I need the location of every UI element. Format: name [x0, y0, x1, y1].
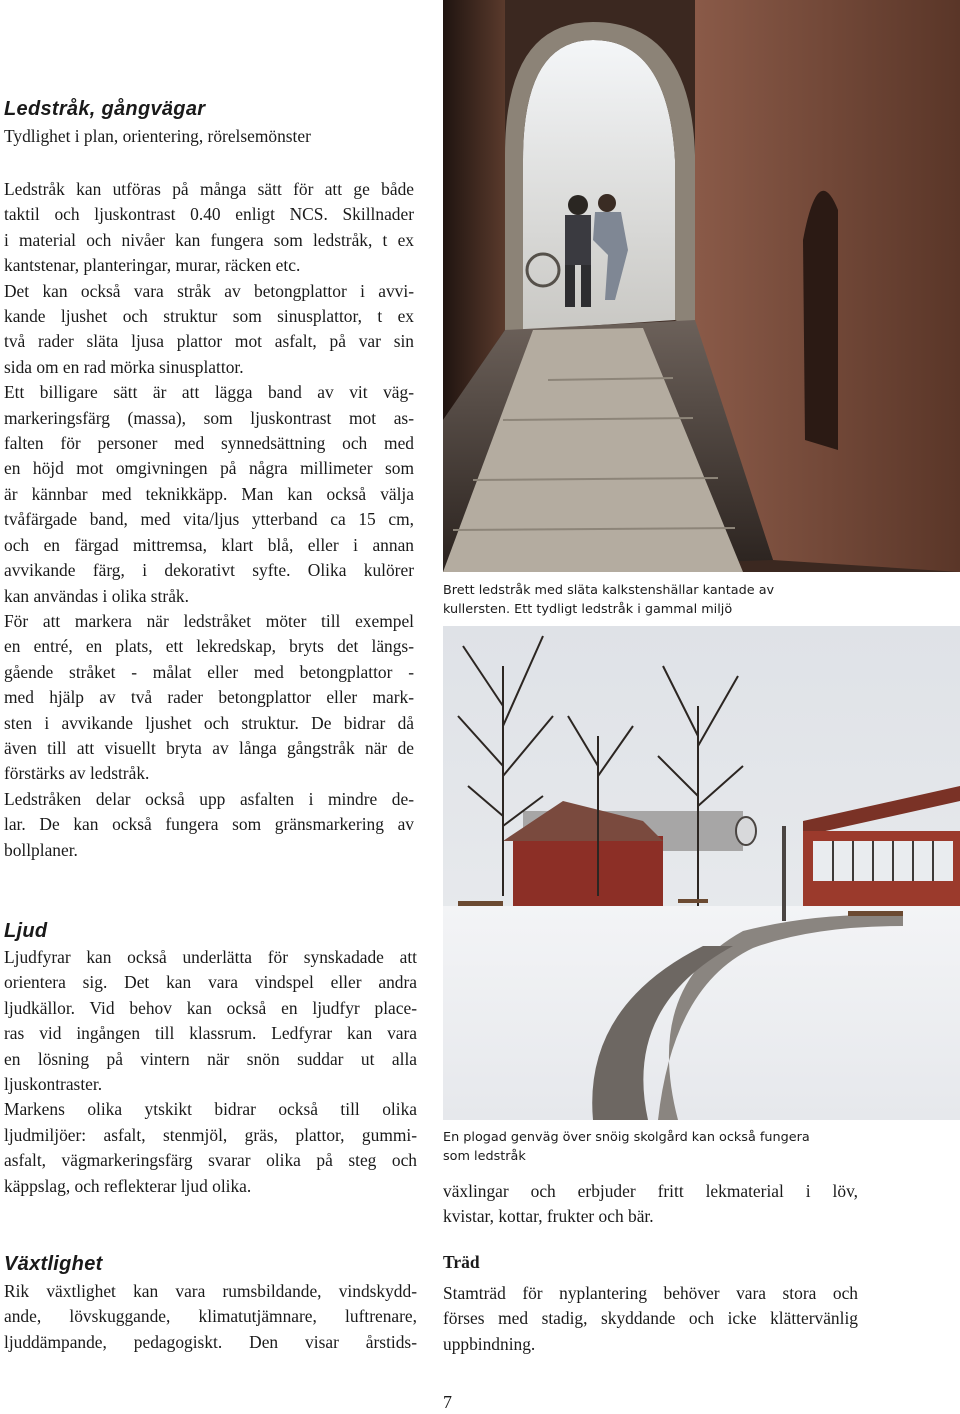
caption-line: kullersten. Ett tydligt ledstråk i gammal miljö — [443, 602, 733, 617]
text-line: ras vid ingången till klassrum. Ledfyrar kan vara — [4, 1023, 417, 1044]
text-line: gående stråket - målat eller med betongplattor - — [4, 661, 414, 682]
text-line: Markens olika ytskikt bidrar också till olika — [4, 1099, 417, 1120]
text-line: asfalt, vägmarkeringsfärg svarar olika på steg och — [4, 1150, 417, 1171]
heading-trad: Träd — [443, 1252, 480, 1272]
caption-line: En plogad genväg över snöig skolgård kan också fungera — [443, 1130, 810, 1145]
text-line: falten för personer med synnedsättning och med — [4, 433, 414, 454]
text-line: Rik växtlighet kan vara rumsbildande, vindskydd- — [4, 1281, 417, 1301]
archway-photo — [443, 0, 960, 572]
text-line: sida om en rad mörka sinusplattor. — [4, 356, 244, 377]
text-line: ljudmiljöer: asfalt, stenmjöl, gräs, plattor, gummi- — [4, 1124, 417, 1145]
text-line: växlingar och erbjuder fritt lekmaterial i löv, — [443, 1181, 858, 1201]
text-line: Ledstråken delar också upp asfalten i mindre de- — [4, 788, 414, 809]
ledstrak-paragraph-1 — [4, 177, 414, 279]
text-line: ande, lövskuggande, klimatutjämnare, luftrenare, — [4, 1306, 417, 1327]
ledstrak-paragraph-3 — [4, 380, 414, 609]
text-line: kande ljushet och struktur som sinusplattor, t ex — [4, 306, 414, 327]
subheading-ledstrak: Tydlighet i plan, orientering, rörelsemönster — [4, 126, 311, 146]
ljud-paragraph-1 — [4, 945, 417, 1097]
heading-vaxtlighet: Växtlighet — [4, 1253, 103, 1275]
text-line: en entré, en plats, ett lekredskap, bryts det längs- — [4, 636, 414, 657]
text-line: käppslag, och reflekterar ljud olika. — [4, 1175, 252, 1196]
page-number: 7 — [443, 1392, 452, 1412]
text-line: Ett billigare sätt är att lägga band av vit väg- — [4, 382, 414, 403]
text-line: ljuddämpande, pedagogiskt. Den visar årstids- — [4, 1331, 417, 1352]
text-line: För att markera när ledstråket möter till exempel — [4, 610, 414, 631]
ledstrak-paragraph-4 — [4, 609, 414, 787]
vaxtlighet-continuation — [443, 1179, 858, 1230]
heading-ledstrak: Ledstråk, gångvägar — [4, 98, 206, 120]
text-line: Det kan också vara stråk av betongplattor i avvi- — [4, 280, 414, 301]
text-line: ljuskontraster. — [4, 1074, 103, 1095]
vaxtlighet-body — [4, 1279, 417, 1355]
text-line: en lösning på vintern när snön suddar ut alla — [4, 1048, 417, 1069]
caption-line: Brett ledstråk med släta kalkstenshällar kantade av — [443, 583, 775, 598]
schoolyard-caption — [443, 1128, 960, 1166]
text-line: bollplaner. — [4, 839, 78, 860]
text-line: två rader släta ljusa plattor mot asfalt, på var sin — [4, 331, 414, 352]
text-line: en höjd mot omgivningen på några millimeter som — [4, 458, 414, 479]
text-line: kantstenar, planteringar, murar, räcken etc. — [4, 255, 301, 276]
text-line: även till att visuellt bryta av långa gångstråk när de — [4, 737, 414, 758]
text-line: Ljudfyrar kan också underlätta för synskadade att — [4, 947, 417, 967]
text-line: sten i avvikande ljushet och struktur. De bidrar då — [4, 712, 414, 733]
text-line: i material och nivåer kan fungera som ledstråk, t ex — [4, 229, 414, 250]
text-line: tvåfärgade band, med vita/ljus ytterband ca 15 cm, — [4, 509, 414, 530]
ljud-paragraph-2 — [4, 1097, 417, 1199]
ledstrak-paragraph-2 — [4, 279, 414, 381]
text-line: orientera sig. Det kan vara vindspel eller andra — [4, 972, 417, 993]
heading-ljud: Ljud — [4, 920, 48, 942]
text-line: med hjälp av två rader betongplattor eller mark- — [4, 687, 414, 708]
schoolyard-photo — [443, 626, 960, 1120]
caption-line: som ledstråk — [443, 1149, 526, 1164]
ledstrak-body — [4, 177, 414, 863]
text-line: och en färgad mittremsa, klart blå, eller i annan — [4, 534, 414, 555]
text-line: ljudkällor. Vid behov kan också en ljudfyr placе- — [4, 997, 417, 1018]
text-line: kan användas i olika stråk. — [4, 585, 189, 606]
text-line: uppbindning. — [443, 1333, 536, 1354]
text-line: förstärks av ledstråk. — [4, 763, 150, 784]
text-line: markeringsfärg (massa), som ljuskontrast mot as- — [4, 407, 414, 428]
text-line: taktil och ljuskontrast 0.40 enligt NCS. Skillnader — [4, 204, 414, 225]
ledstrak-paragraph-5 — [4, 787, 414, 863]
text-line: avvikande färg, i dekorativt syfte. Olika kulörer — [4, 560, 414, 581]
text-line: Stamträd för nyplantering behöver vara stora och — [443, 1283, 858, 1303]
text-line: är kännbar med teknikkäpp. Man kan också välja — [4, 483, 414, 504]
text-line: lar. De kan också fungera som gränsmarkering av — [4, 814, 414, 835]
text-line: förses med stadig, skyddande och icke klättervänlig — [443, 1308, 858, 1329]
text-line: Ledstråk kan utföras på många sätt för att ge både — [4, 179, 414, 199]
archway-caption — [443, 581, 960, 619]
ljud-body — [4, 945, 417, 1199]
text-line: kvistar, kottar, frukter och bär. — [443, 1206, 654, 1227]
trad-body — [443, 1281, 858, 1357]
